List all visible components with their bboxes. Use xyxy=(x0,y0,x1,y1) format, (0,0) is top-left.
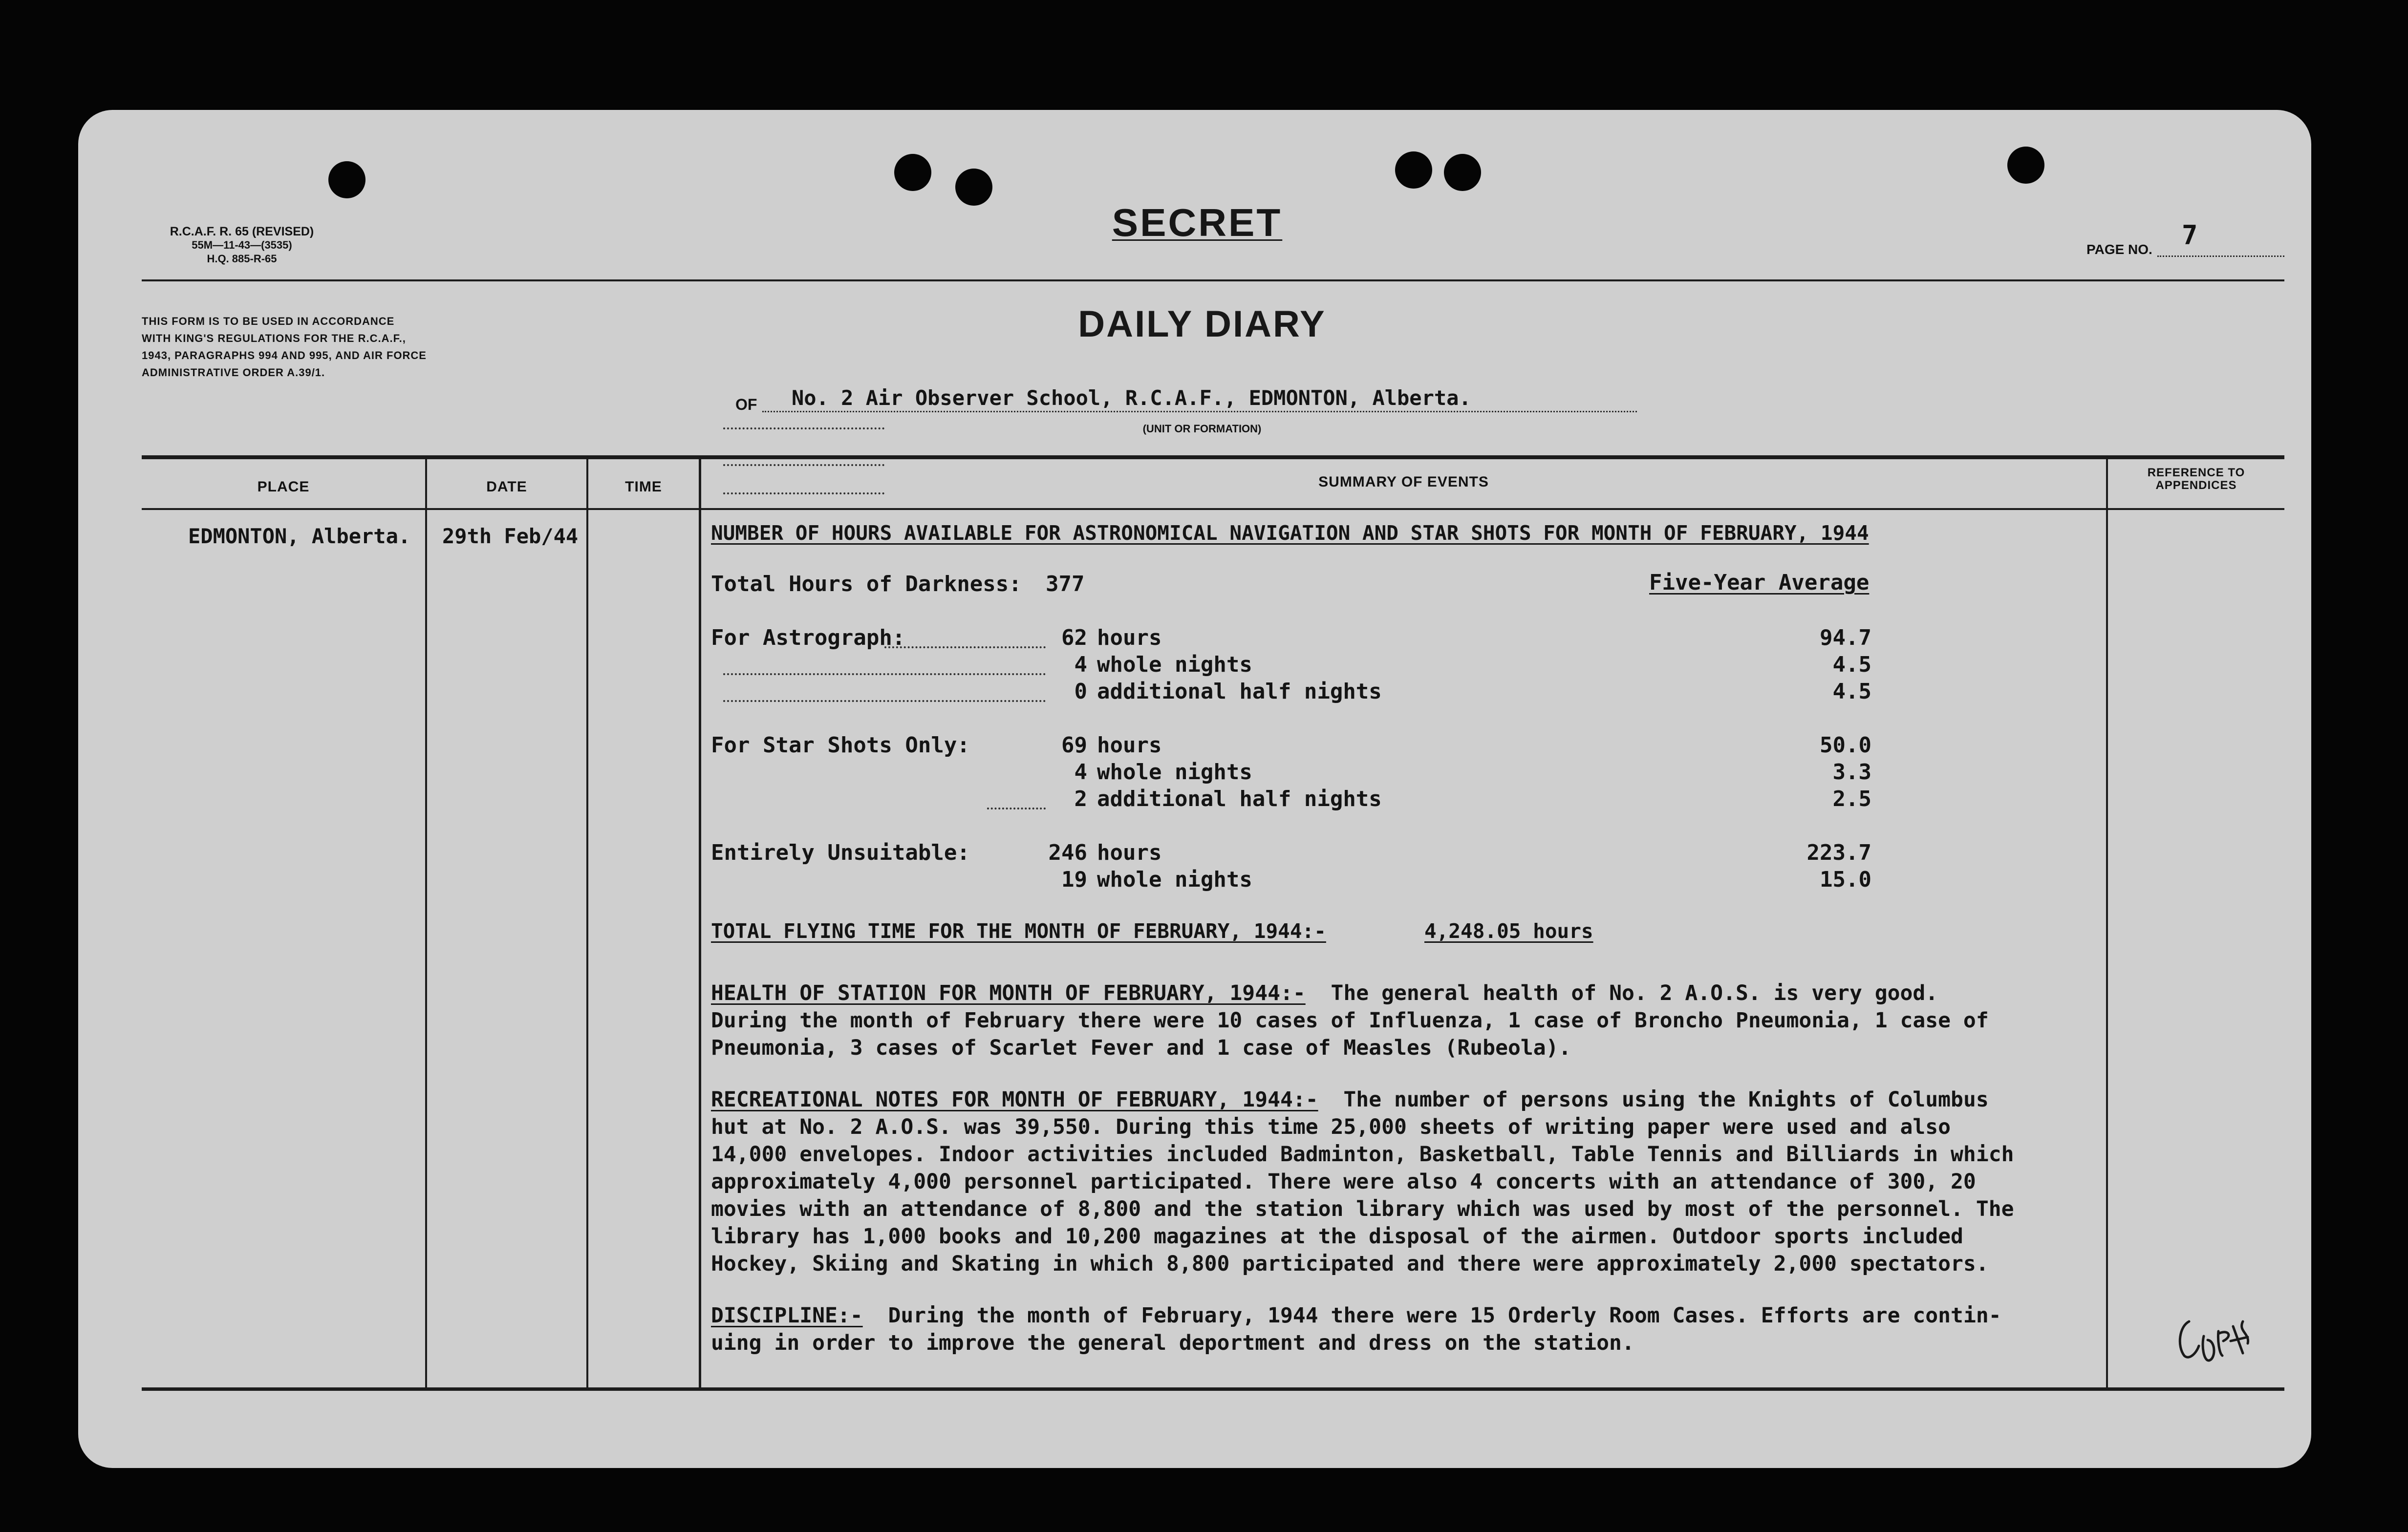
column-header-date: DATE xyxy=(486,479,527,495)
five-year-average-heading: Five-Year Average xyxy=(1649,570,1870,595)
darkness-value: 377 xyxy=(1046,572,1085,596)
astrograph-label: For Astrograph: xyxy=(711,625,905,650)
unsuitable-value: 19 xyxy=(1061,867,1087,892)
unit-name: No. 2 Air Observer School, R.C.A.F., EDMONTON, Alberta. xyxy=(792,386,1471,410)
astrograph-value: 62 xyxy=(1061,625,1087,650)
unsuitable-label: Entirely Unsuitable: xyxy=(711,840,970,865)
recreation-line: hut at No. 2 A.O.S. was 39,550. During this time 25,000 sheets of writing paper were used and also xyxy=(711,1115,1951,1139)
page-number-line xyxy=(2157,255,2284,257)
unsuitable-desc: hours xyxy=(1097,840,1162,865)
discipline-line: uing in order to improve the general deportment and dress on the station. xyxy=(711,1331,1634,1355)
dotted-guide xyxy=(723,427,884,429)
health-line: During the month of February there were 10 cases of Influenza, 1 case of Broncho Pneumonia, 1 case of xyxy=(711,1008,1989,1033)
dotted-guide xyxy=(723,673,1046,675)
recreation-heading: RECREATIONAL NOTES FOR MONTH OF FEBRUARY, 1944:- xyxy=(711,1087,1318,1112)
astrograph-average: 4.5 xyxy=(1832,652,1871,677)
star-shots-value: 4 xyxy=(1074,760,1087,785)
health-line: The general health of No. 2 A.O.S. is very good. xyxy=(1331,981,1938,1005)
star-shots-average: 2.5 xyxy=(1832,787,1871,811)
punch-hole xyxy=(1395,151,1432,189)
punch-hole xyxy=(1444,154,1481,191)
reference-header-line: REFERENCE TO xyxy=(2147,466,2245,479)
recreation-line: library has 1,000 books and 10,200 magazines at the disposal of the airmen. Outdoor sports included xyxy=(711,1224,1963,1249)
form-ref-line: 55M—11-43—(3535) xyxy=(192,239,292,251)
page-number-label: PAGE NO. xyxy=(2086,242,2152,257)
recreation-line: 14,000 envelopes. Indoor activities included Badminton, Basketball, Table Tennis and Billiards in which xyxy=(711,1142,2014,1167)
star-shots-value: 69 xyxy=(1061,733,1087,758)
form-ref-line: R.C.A.F. R. 65 (REVISED) xyxy=(170,225,314,238)
table-bottom-rule xyxy=(142,1387,2284,1391)
unsuitable-average: 15.0 xyxy=(1820,867,1871,892)
astrograph-value: 0 xyxy=(1074,679,1087,704)
recreation-line: Hockey, Skiing and Skating in which 8,800 participated and there were approximately 2,000 spectators. xyxy=(711,1252,1989,1276)
unsuitable-desc: whole nights xyxy=(1097,867,1252,892)
star-shots-desc: additional half nights xyxy=(1097,787,1382,811)
star-shots-average: 3.3 xyxy=(1832,760,1871,785)
column-header-place: PLACE xyxy=(257,479,310,495)
regulation-line: 1943, PARAGRAPHS 994 AND 995, AND AIR FORCE xyxy=(142,349,427,362)
column-divider xyxy=(699,457,701,1390)
security-classification: SECRET xyxy=(1112,201,1283,244)
astrograph-average: 94.7 xyxy=(1820,625,1871,650)
recreation-paragraph xyxy=(711,1086,2014,1277)
health-heading: HEALTH OF STATION FOR MONTH OF FEBRUARY, 1944:- xyxy=(711,981,1306,1005)
flying-time-value: 4,248.05 hours xyxy=(1424,919,1593,943)
astrograph-value: 4 xyxy=(1074,652,1087,677)
reference-header-line: APPENDICES xyxy=(2155,479,2237,492)
column-header-time: TIME xyxy=(625,479,662,495)
form-ref-line: H.Q. 885-R-65 xyxy=(207,253,277,265)
recreation-line: approximately 4,000 personnel participated. There were also 4 concerts with an attendance of 300, 20 xyxy=(711,1170,1976,1194)
discipline-line: During the month of February, 1944 there were 15 Orderly Room Cases. Efforts are contin- xyxy=(888,1303,2001,1328)
dotted-guide xyxy=(723,492,884,494)
regulation-line: WITH KING'S REGULATIONS FOR THE R.C.A.F., xyxy=(142,332,406,344)
health-paragraph xyxy=(711,979,1989,1062)
recreation-line: movies with an attendance of 8,800 and the station library which was used by most of the personnel. The xyxy=(711,1197,2014,1221)
unsuitable-value: 246 xyxy=(1048,840,1087,865)
recreation-line: The number of persons using the Knights of Columbus xyxy=(1343,1087,1989,1112)
astrograph-desc: whole nights xyxy=(1097,652,1252,677)
flying-time-label: TOTAL FLYING TIME FOR THE MONTH OF FEBRUARY, 1944:- xyxy=(711,919,1326,943)
column-divider xyxy=(2106,457,2108,1390)
column-header-rule xyxy=(142,508,2284,510)
column-divider xyxy=(586,457,588,1390)
entry-date: 29th Feb/44 xyxy=(442,524,579,548)
page-number-value: 7 xyxy=(2182,220,2198,251)
astrograph-desc: additional half nights xyxy=(1097,679,1382,704)
punch-hole xyxy=(328,161,366,198)
health-line: Pneumonia, 3 cases of Scarlet Fever and 1 case of Measles (Rubeola). xyxy=(711,1036,1571,1060)
star-shots-desc: whole nights xyxy=(1097,760,1252,785)
punch-hole xyxy=(2007,147,2044,184)
unsuitable-average: 223.7 xyxy=(1806,840,1871,865)
discipline-heading: DISCIPLINE:- xyxy=(711,1303,863,1328)
column-divider xyxy=(425,457,427,1390)
star-shots-label: For Star Shots Only: xyxy=(711,733,970,758)
star-shots-average: 50.0 xyxy=(1820,733,1871,758)
handwritten-initials xyxy=(2170,1307,2258,1370)
unit-line xyxy=(762,411,1637,412)
diary-form-card xyxy=(78,110,2311,1468)
star-shots-value: 2 xyxy=(1074,787,1087,811)
discipline-paragraph xyxy=(711,1302,2001,1357)
header-rule xyxy=(142,279,2284,281)
entry-place: EDMONTON, Alberta. xyxy=(188,524,411,548)
unit-caption: (UNIT OR FORMATION) xyxy=(1142,423,1262,435)
form-title: DAILY DIARY xyxy=(1078,303,1326,345)
astrograph-desc: hours xyxy=(1097,625,1162,650)
regulation-line: ADMINISTRATIVE ORDER A.39/1. xyxy=(142,366,325,379)
column-header-reference xyxy=(2108,467,2284,492)
form-reference xyxy=(149,225,335,266)
punch-hole xyxy=(894,154,931,191)
regulation-line: THIS FORM IS TO BE USED IN ACCORDANCE xyxy=(142,315,395,327)
dotted-guide xyxy=(723,464,884,466)
of-label: OF xyxy=(735,396,757,413)
table-top-rule xyxy=(142,455,2284,459)
column-header-summary: SUMMARY OF EVENTS xyxy=(1318,474,1489,490)
astro-hours-heading: NUMBER OF HOURS AVAILABLE FOR ASTRONOMICAL NAVIGATION AND STAR SHOTS FOR MONTH OF FEBRUARY, 1944 xyxy=(711,521,1869,545)
darkness-label: Total Hours of Darkness: xyxy=(711,572,1022,596)
regulation-note xyxy=(142,313,427,381)
star-shots-desc: hours xyxy=(1097,733,1162,758)
astrograph-average: 4.5 xyxy=(1832,679,1871,704)
punch-hole xyxy=(955,169,992,206)
dotted-guide xyxy=(723,700,1046,702)
